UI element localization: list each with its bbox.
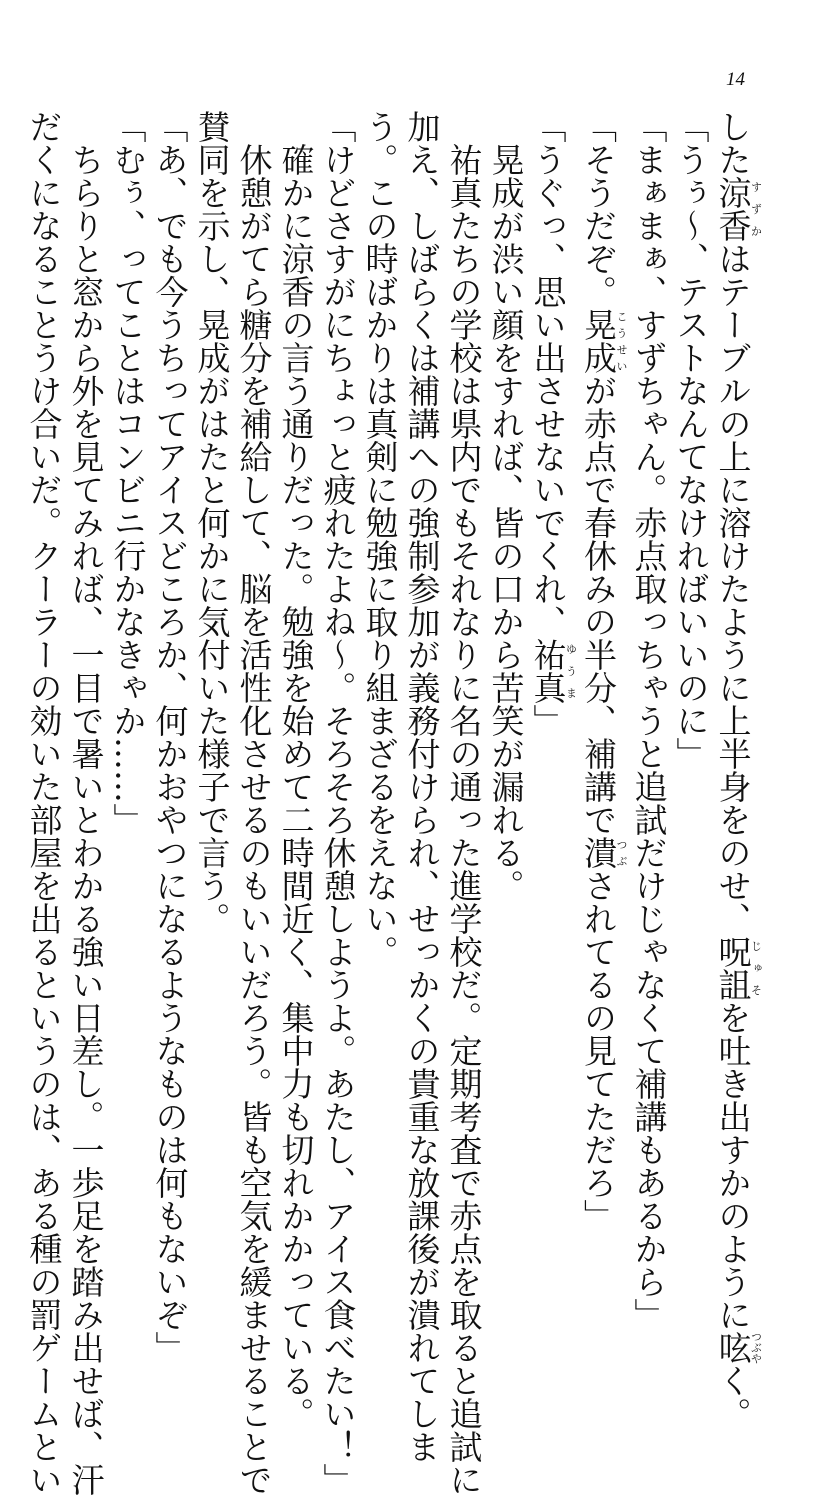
text-segment: はテーブルの上に溶けたように上半身をのせ、 [713,242,753,935]
text-segment: く。 [713,1364,753,1430]
text-line [149,110,191,1364]
ruby-reading: すずか [749,176,763,242]
text-segment: だくになることうけ合いだ。クーラーの効いた部屋を出るというのは、ある種の罰ゲームとい [24,110,64,1496]
text-line [527,110,578,1110]
text-segment: 「うぐっ、思い出させないでくれ、 [528,110,568,638]
text-line [712,110,763,1430]
ruby-word [579,836,628,869]
text-segment: 祐真たちの学校は県内でもそれなりに名の通った進学校だ。定期考査で赤点を取ると追試に [444,110,484,1496]
ruby-base: 祐真 [528,638,568,704]
ruby-base: 涼香 [713,176,753,242]
text-segment: 確かに涼香の言う通りだった。勉強を始めて二時間近く、集中力も切れかかっている。 [276,110,316,1430]
ruby-base: 晃成 [579,308,618,374]
text-line [577,110,628,1232]
ruby-word [713,176,763,242]
text-line [359,110,401,1110]
text-line [233,110,275,1496]
ruby-reading: ゆうま [564,638,578,704]
text-line [23,110,65,1496]
text-line [191,110,233,1110]
ruby-word [713,1331,763,1364]
ruby-base: 呪詛 [713,935,753,1001]
text-line [443,110,485,1496]
text-segment: 休憩がてら糖分を補給して、脳を活性化させるのもいいだろう。皆も空気を緩ませることで [234,110,274,1496]
page-number: 14 [726,69,745,90]
text-segment: されてるの見てただろ」 [579,869,618,1232]
ruby-reading: つぶ [615,836,628,869]
text-segment: 「そうだぞ。 [579,110,618,308]
text-line [670,110,712,1110]
text-segment: を吐き出すかのように [713,1001,753,1331]
ruby-word [579,308,628,374]
ruby-word [713,935,763,1001]
ruby-reading: じゅそ [749,935,763,1001]
text-line [107,110,149,1110]
text-segment: が赤点で春休みの半分、補講で [579,374,618,836]
ruby-base: 潰 [579,836,618,869]
text-segment: う。この時ばかりは真剣に勉強に取り組まざるをえない。 [360,110,400,968]
text-line [628,110,670,1331]
text-line [485,110,527,1110]
text-segment: 「けどさすがにちょっと疲れたよね～。そろそろ休憩しようよ。あたし、アイス食べたい！」 [318,110,358,1496]
ruby-reading: こうせい [615,308,628,374]
ruby-reading: つぶや [749,1331,763,1364]
text-segment: ちらりと窓から外を見てみれば、一目で暑いとわかる強い日差し。一歩足を踏み出せば、汗 [66,110,106,1496]
text-line [275,110,317,1430]
text-segment: した [713,110,753,176]
text-segment: 」 [528,704,568,737]
text-segment: 賛同を示し、晃成がはたと何かに気付いた様子で言う。 [192,110,232,935]
ruby-base: 呟 [713,1331,753,1364]
ruby-word [528,638,578,704]
text-segment: 「むぅ、ってことはコンビニ行かなきゃか……」 [108,110,148,836]
text-line [65,110,107,1496]
text-line [401,110,443,1463]
text-segment: 「まぁまぁ、すずちゃん。赤点取っちゃうと追試だけじゃなくて補講もあるから」 [629,110,669,1331]
text-segment: 「うぅ～、テストなんてなければいいのに」 [671,110,711,770]
text-segment: 「あ、でも今うちってアイスどころか、何かおやつになるようなものは何もないぞ」 [150,110,190,1364]
text-segment: 加え、しばらくは補講への強制参加が義務付けられ、せっかくの貴重な放課後が潰れてしま [402,110,442,1463]
text-line [317,110,359,1496]
body-text [24,110,763,1496]
text-segment: 晃成が渋い顔をすれば、皆の口から苦笑が漏れる。 [486,110,526,902]
